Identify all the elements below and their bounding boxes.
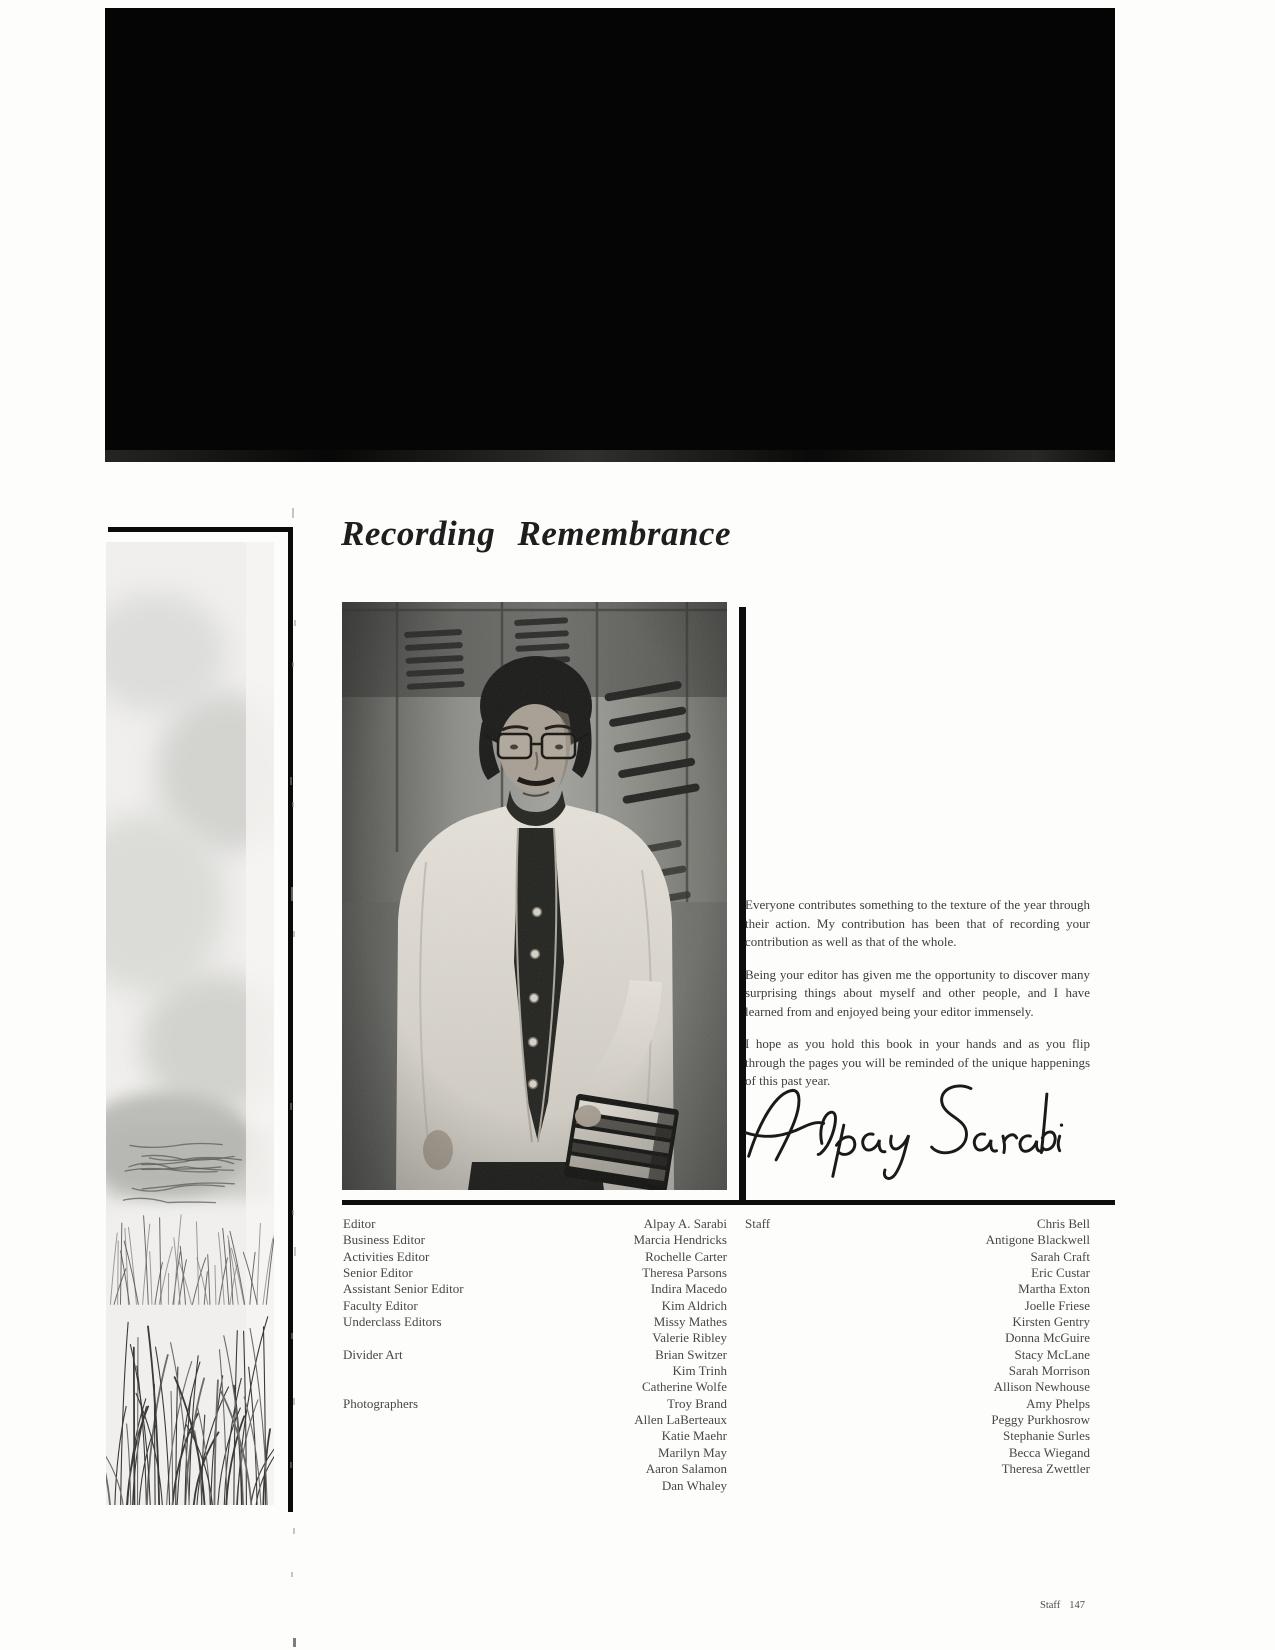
staff-name: Joelle Friese: [1024, 1297, 1090, 1313]
credits-role: Faculty Editor: [343, 1297, 418, 1313]
staff-name: Allison Newhouse: [993, 1379, 1090, 1395]
staff-name: Sarah Craft: [1030, 1248, 1090, 1264]
credits-names-list: [455, 1216, 727, 1494]
staff-name: Donna McGuire: [1005, 1330, 1090, 1346]
credits-role: Underclass Editors: [343, 1314, 442, 1330]
credits-role: Photographers: [343, 1395, 419, 1411]
sidebar-grass-artwork: [106, 542, 274, 1505]
credits-name: Indira Macedo: [650, 1281, 727, 1297]
editor-portrait-illustration: [342, 602, 727, 1190]
staff-name: Peggy Purkhosrow: [991, 1412, 1090, 1428]
sidebar-frame-right: [288, 527, 293, 1512]
staff-name: Theresa Zwettler: [1001, 1461, 1090, 1477]
staff-name: Martha Exton: [1018, 1281, 1090, 1297]
staff-label: Staff: [745, 1216, 771, 1231]
page-footer: [1040, 1600, 1085, 1611]
signature-strokes: [745, 1078, 1067, 1186]
credits-name: Valerie Ribley: [652, 1330, 727, 1346]
credits-name: Katie Maehr: [661, 1428, 727, 1444]
credits-name: Alpay A. Sarabi: [643, 1216, 727, 1231]
credits-divider-line: [342, 1200, 1115, 1205]
essay-paragraph: Everyone contributes something to the texture of the year through their action. My contribution has been that of recording your contribution as well as that of the whole.: [745, 897, 1090, 949]
staff-name: Antigone Blackwell: [985, 1232, 1090, 1248]
credits-name: Kim Trinh: [672, 1363, 727, 1379]
editor-portrait-photo: [342, 602, 727, 1190]
credits-name: Brian Switzer: [655, 1346, 727, 1362]
credits-role: Editor: [343, 1216, 376, 1231]
sidebar-frame-top: [108, 527, 293, 532]
essay-paragraph: Being your editor has given me the opportunity to discover many surprising things about myself and other people, and I have learned from and enjoyed being your editor immensely.: [745, 966, 1090, 1019]
credits-name: Dan Whaley: [661, 1477, 727, 1493]
editor-essay: [745, 896, 1090, 1105]
credits-name: Troy Brand: [667, 1395, 727, 1411]
page-title: Recording Remembrance: [341, 514, 731, 553]
grass-artwork-drawing: [106, 542, 274, 1505]
credits-name: Aaron Salamon: [645, 1461, 727, 1477]
credits-name: Rochelle Carter: [645, 1248, 727, 1264]
footer-section-label: Staff: [1040, 1600, 1061, 1611]
credits-role: Business Editor: [343, 1232, 425, 1248]
credits-name: Missy Mathes: [653, 1314, 727, 1330]
credits-name: Kim Aldrich: [661, 1297, 727, 1313]
credits-name: Marilyn May: [658, 1444, 727, 1460]
credits-role: Senior Editor: [343, 1265, 413, 1281]
credits-role: Divider Art: [343, 1346, 403, 1362]
staff-name: Stacy McLane: [1014, 1346, 1090, 1362]
credits-name: Theresa Parsons: [642, 1265, 727, 1281]
staff-name: Stephanie Surles: [1002, 1428, 1090, 1444]
staff-name: Amy Phelps: [1026, 1395, 1090, 1411]
credits-name: Allen LaBerteaux: [634, 1412, 727, 1428]
staff-name: Chris Bell: [1036, 1216, 1090, 1231]
essay-paragraph: I hope as you hold this book in your hands and as you flip through the pages you will be reminded of the unique happenings of this past year.: [745, 1036, 1090, 1088]
staff-name: Kirsten Gentry: [1012, 1314, 1090, 1330]
credits-role: Activities Editor: [343, 1248, 430, 1264]
staff-names-list: [795, 1216, 1090, 1478]
staff-name: Becca Wiegand: [1008, 1444, 1090, 1460]
staff-name: Eric Custar: [1031, 1265, 1090, 1281]
editor-signature: [745, 1078, 1067, 1186]
credits-name: Marcia Hendricks: [633, 1232, 727, 1248]
footer-page-number: 147: [1069, 1600, 1085, 1611]
top-dark-photograph: [105, 8, 1115, 462]
staff-name: Sarah Morrison: [1008, 1363, 1090, 1379]
credits-role: Assistant Senior Editor: [343, 1281, 464, 1297]
credits-name: Catherine Wolfe: [642, 1379, 727, 1395]
